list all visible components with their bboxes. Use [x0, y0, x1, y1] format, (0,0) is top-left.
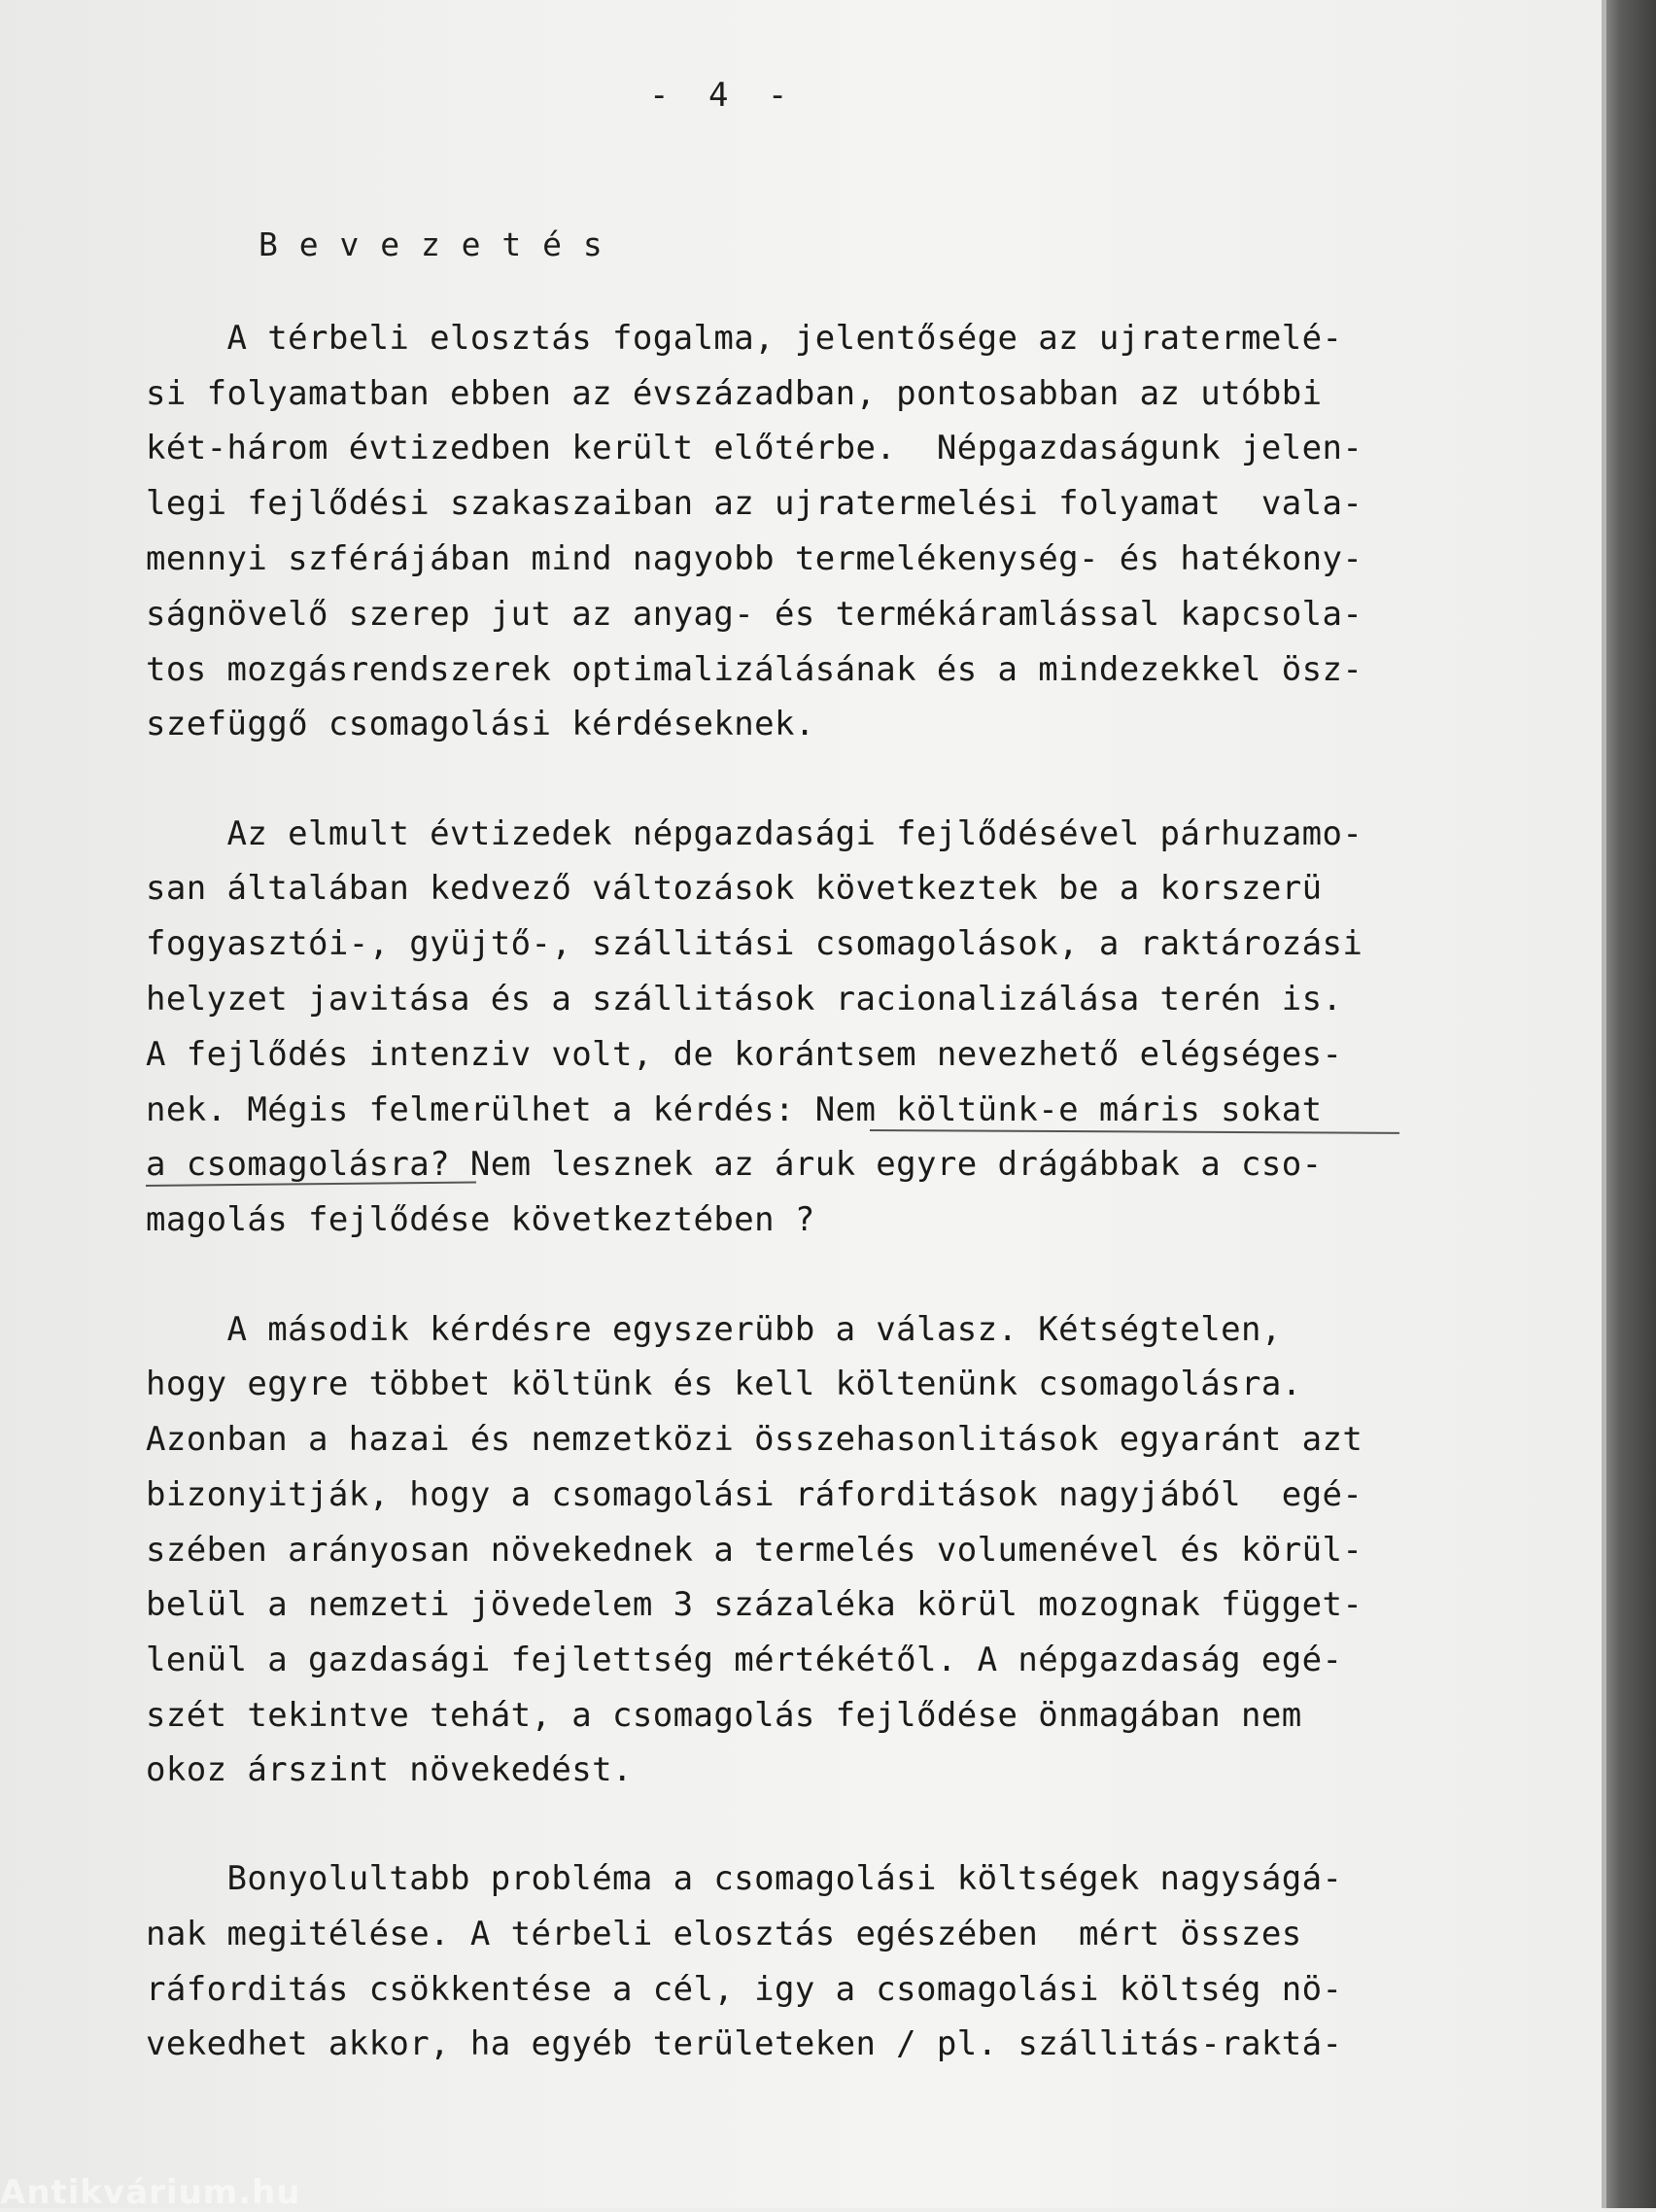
text-line: Azonban a hazai és nemzetközi összehasonlitások egyaránt azt: [146, 1420, 1363, 1459]
text-line: san általában kedvező változások következtek be a korszerü: [146, 869, 1323, 908]
page-number: - 4 -: [649, 76, 798, 115]
text-line: si folyamatban ebben az évszázadban, pontosabban az utóbbi: [146, 374, 1323, 413]
text-line: A második kérdésre egyszerübb a válasz. Kétségtelen,: [146, 1310, 1282, 1349]
text-line: fogyasztói-, gyüjtő-, szállitási csomagolások, a raktározási: [146, 924, 1363, 963]
text-line: mennyi szférájában mind nagyobb termelékenység- és hatékony-: [146, 539, 1363, 578]
text-line: Bonyolultabb probléma a csomagolási költségek nagyságá-: [146, 1859, 1343, 1898]
text-line: szét tekintve tehát, a csomagolás fejlődése önmagában nem: [146, 1696, 1302, 1735]
text-line: ságnövelő szerep jut az anyag- és termékáramlással kapcsola-: [146, 595, 1363, 634]
text-line: szében arányosan növekednek a termelés volumenével és körül-: [146, 1531, 1363, 1570]
text-line: Az elmult évtizedek népgazdasági fejlődésével párhuzamo-: [146, 814, 1363, 853]
text-line: bizonyitják, hogy a csomagolási ráforditások nagyjából egé-: [146, 1475, 1363, 1514]
text-line: tos mozgásrendszerek optimalizálásának és a mindezekkel ösz-: [146, 650, 1363, 689]
text-line: nek. Mégis felmerülhet a kérdés: Nem költünk-e máris sokat: [146, 1090, 1323, 1129]
text-line: szefüggő csomagolási kérdéseknek.: [146, 705, 815, 743]
text-line: belül a nemzeti jövedelem 3 százaléka körül mozognak függet-: [146, 1585, 1363, 1624]
text-line: A térbeli elosztás fogalma, jelentősége az ujratermelé-: [146, 319, 1343, 358]
text-line: A fejlődés intenziv volt, de korántsem nevezhető elégséges-: [146, 1035, 1343, 1074]
section-heading: B e v e z e t é s: [259, 225, 604, 263]
watermark: Antikvárium.hu: [0, 2173, 301, 2212]
text-line: hogy egyre többet költünk és kell költenünk csomagolásra.: [146, 1365, 1302, 1403]
page-edge-shadow: [1602, 0, 1656, 2208]
text-line: helyzet javitása és a szállitások racionalizálása terén is.: [146, 980, 1343, 1019]
text-line: ráforditás csökkentése a cél, igy a csomagolási költség nö-: [146, 1970, 1343, 2009]
text-line: legi fejlődési szakaszaiban az ujratermelési folyamat vala-: [146, 484, 1363, 523]
text-line: magolás fejlődése következtében ?: [146, 1200, 815, 1239]
text-line: okoz árszint növekedést.: [146, 1750, 633, 1789]
text-line: lenül a gazdasági fejlettség mértékétől. A népgazdaság egé-: [146, 1641, 1343, 1679]
text-line: vekedhet akkor, ha egyéb területeken / pl. szállitás-raktá-: [146, 2024, 1343, 2063]
text-line: két-három évtizedben került előtérbe. Népgazdaságunk jelen-: [146, 429, 1363, 467]
text-line: a csomagolásra? Nem lesznek az áruk egyre drágábbak a cso-: [146, 1145, 1323, 1184]
text-line: nak megitélése. A térbeli elosztás egészében mért összes: [146, 1915, 1302, 1953]
